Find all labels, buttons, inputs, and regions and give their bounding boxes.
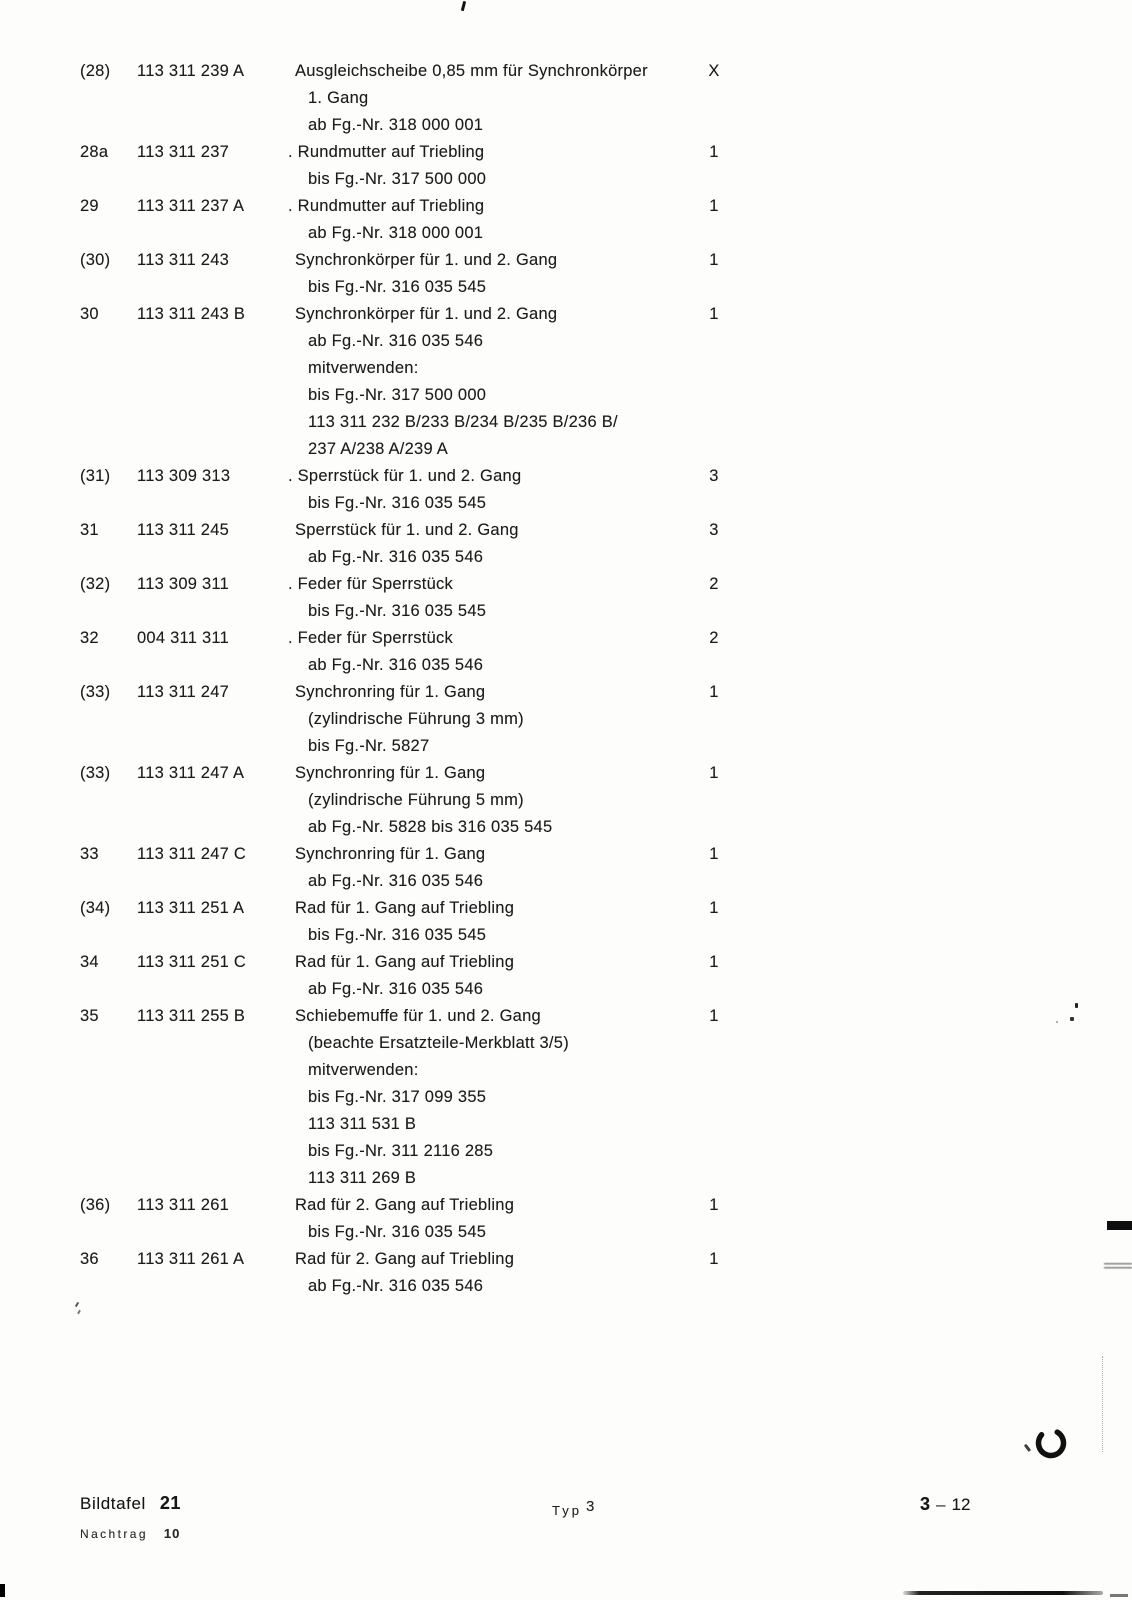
part-number: 113 311 261 [137, 1196, 230, 1214]
quantity: 2 [709, 575, 719, 593]
quantity: 1 [709, 1196, 719, 1214]
row-position: (31) [80, 467, 111, 485]
type-reference [552, 1498, 595, 1519]
description-line: bis Fg.-Nr. 316 035 545 [308, 278, 487, 296]
description-line: Rad für 2. Gang auf Triebling [295, 1250, 515, 1268]
description-line: ab Fg.-Nr. 316 035 546 [308, 656, 484, 674]
scan-speck-right-2 [1070, 1017, 1074, 1021]
description-line: Rad für 1. Gang auf Triebling [295, 899, 515, 917]
quantity: 1 [709, 764, 719, 782]
row-position: (33) [80, 683, 111, 701]
description-line: bis Fg.-Nr. 5827 [308, 737, 430, 755]
quantity: 1 [709, 1007, 719, 1025]
scan-corner-nub [0, 1584, 5, 1597]
plate-reference [80, 1493, 181, 1514]
description-line: . Rundmutter auf Triebling [288, 197, 485, 215]
quantity: 1 [709, 197, 719, 215]
quantity: 1 [709, 251, 719, 269]
row-position: (28) [80, 62, 111, 80]
scan-speck-left-1 [75, 1302, 79, 1307]
description-line: (beachte Ersatzteile-Merkblatt 3/5) [308, 1034, 569, 1052]
scan-speck-left-2 [77, 1310, 81, 1314]
description-line: Synchronkörper für 1. und 2. Gang [295, 251, 558, 269]
bildtafel-label: Bildtafel [80, 1494, 146, 1513]
description-line: ab Fg.-Nr. 316 035 546 [308, 980, 484, 998]
description-line: (zylindrische Führung 3 mm) [308, 710, 524, 728]
part-number: 004 311 311 [137, 629, 230, 647]
part-number: 113 311 237 [137, 143, 230, 161]
description-line: ab Fg.-Nr. 318 000 001 [308, 224, 484, 242]
quantity: 1 [709, 899, 719, 917]
description-line: 1. Gang [308, 89, 369, 107]
description-line: ab Fg.-Nr. 5828 bis 316 035 545 [308, 818, 553, 836]
scan-edge-smudge [1104, 1263, 1132, 1271]
description-line: ab Fg.-Nr. 316 035 546 [308, 872, 484, 890]
part-number: 113 311 251 C [137, 953, 247, 971]
description-line: . Feder für Sperrstück [288, 629, 454, 647]
description-line: . Rundmutter auf Triebling [288, 143, 485, 161]
supplement-reference [80, 1526, 180, 1541]
part-number: 113 311 243 [137, 251, 230, 269]
page-number [920, 1494, 970, 1515]
description-line: ab Fg.-Nr. 316 035 546 [308, 332, 484, 350]
description-line: Sperrstück für 1. und 2. Gang [295, 521, 519, 539]
typ-label: Typ [552, 1503, 582, 1518]
page-number-section: 3 [920, 1494, 931, 1514]
row-position: 30 [80, 305, 99, 323]
description-line: Rad für 1. Gang auf Triebling [295, 953, 515, 971]
description-line: ab Fg.-Nr. 316 035 546 [308, 548, 484, 566]
quantity: 1 [709, 845, 719, 863]
bildtafel-number: 21 [159, 1493, 181, 1513]
description-line: Schiebemuffe für 1. und 2. Gang [295, 1007, 541, 1025]
description-line: 113 311 269 B [308, 1169, 417, 1187]
description-line: bis Fg.-Nr. 316 035 545 [308, 494, 487, 512]
nachtrag-number: 10 [163, 1526, 181, 1541]
description-line: bis Fg.-Nr. 317 099 355 [308, 1088, 487, 1106]
page-number-sub: 12 [951, 1495, 971, 1514]
part-number: 113 309 313 [137, 467, 231, 485]
quantity: 1 [709, 143, 719, 161]
description-line: bis Fg.-Nr. 311 2116 285 [308, 1142, 494, 1160]
description-line: mitverwenden: [308, 1061, 419, 1079]
description-line: bis Fg.-Nr. 316 035 545 [308, 602, 487, 620]
scan-dotted-line [1102, 1356, 1103, 1452]
description-line: 113 311 531 B [308, 1115, 417, 1133]
description-line: mitverwenden: [308, 359, 419, 377]
part-number: 113 311 243 B [137, 305, 246, 323]
row-position: (30) [80, 251, 111, 269]
description-line: 237 A/238 A/239 A [308, 440, 449, 458]
part-number: 113 311 245 [137, 521, 230, 539]
description-line: ab Fg.-Nr. 318 000 001 [308, 116, 484, 134]
scan-speck-top [461, 1, 466, 11]
part-number: 113 311 255 B [137, 1007, 246, 1025]
description-line: bis Fg.-Nr. 316 035 545 [308, 1223, 487, 1241]
description-line: . Feder für Sperrstück [288, 575, 454, 593]
quantity: 2 [709, 629, 719, 647]
page-number-dash: – [936, 1495, 946, 1514]
row-position: (34) [80, 899, 111, 917]
row-position: 35 [80, 1007, 99, 1025]
description-line: Synchronkörper für 1. und 2. Gang [295, 305, 558, 323]
quantity: 3 [709, 521, 719, 539]
description-line: Synchronring für 1. Gang [295, 683, 486, 701]
scan-bottom-dash [1110, 1594, 1128, 1597]
row-position: 31 [80, 521, 99, 539]
row-position: 36 [80, 1250, 99, 1268]
description-line: Rad für 2. Gang auf Triebling [295, 1196, 515, 1214]
quantity: 1 [709, 953, 719, 971]
description-line: Synchronring für 1. Gang [295, 845, 486, 863]
nachtrag-label: Nachtrag [80, 1527, 148, 1541]
row-position: 32 [80, 629, 99, 647]
part-number: 113 311 247 C [137, 845, 247, 863]
scan-speck-right-3 [1056, 1021, 1058, 1023]
row-position: (33) [80, 764, 111, 782]
part-number: 113 311 261 A [137, 1250, 245, 1268]
row-position: 33 [80, 845, 99, 863]
description-line: bis Fg.-Nr. 316 035 545 [308, 926, 487, 944]
row-position: 34 [80, 953, 99, 971]
row-position: (32) [80, 575, 111, 593]
description-line: (zylindrische Führung 5 mm) [308, 791, 524, 809]
scan-speck-right-1 [1075, 1003, 1078, 1008]
row-position: (36) [80, 1196, 111, 1214]
part-number: 113 311 251 A [137, 899, 245, 917]
part-number: 113 311 247 [137, 683, 230, 701]
part-number: 113 309 311 [137, 575, 230, 593]
description-line: Ausgleichscheibe 0,85 mm für Synchronkörper [295, 62, 648, 80]
typ-number: 3 [585, 1498, 595, 1515]
part-number: 113 311 239 A [137, 62, 245, 80]
ink-ring-mark [1030, 1420, 1072, 1464]
scan-edge-bar [1107, 1221, 1132, 1230]
row-position: 29 [80, 197, 99, 215]
row-position: 28a [80, 143, 109, 161]
quantity: 1 [709, 305, 719, 323]
quantity: 1 [709, 1250, 719, 1268]
description-line: bis Fg.-Nr. 317 500 000 [308, 170, 487, 188]
quantity: 3 [709, 467, 719, 485]
part-number: 113 311 247 A [137, 764, 245, 782]
description-line: Synchronring für 1. Gang [295, 764, 486, 782]
scan-bottom-line [903, 1591, 1103, 1595]
description-line: 113 311 232 B/233 B/234 B/235 B/236 B/ [308, 413, 618, 431]
description-line: ab Fg.-Nr. 316 035 546 [308, 1277, 484, 1295]
part-number: 113 311 237 A [137, 197, 245, 215]
description-line: bis Fg.-Nr. 317 500 000 [308, 386, 487, 404]
quantity: 1 [709, 683, 719, 701]
description-line: . Sperrstück für 1. und 2. Gang [288, 467, 522, 485]
quantity: X [708, 62, 720, 80]
